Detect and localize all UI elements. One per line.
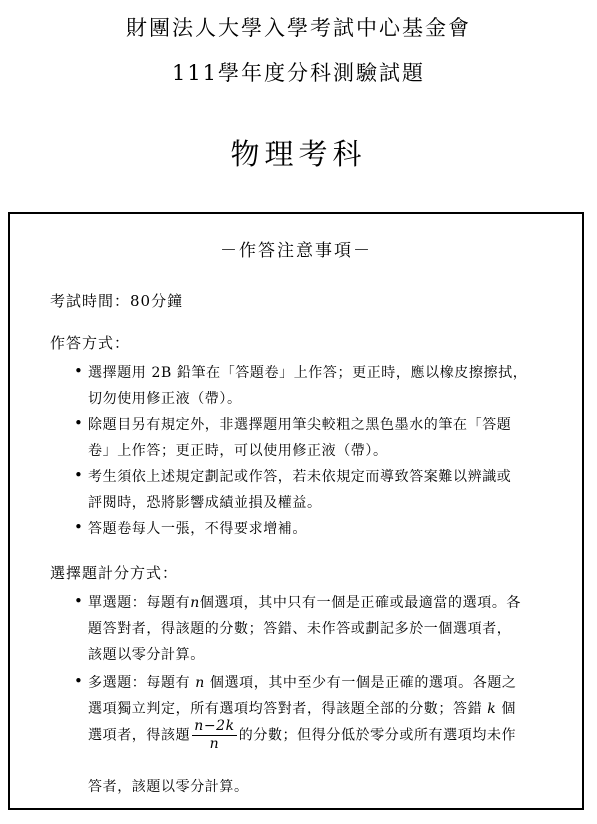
list-item-line: 切勿使用修正液（帶）。 — [88, 391, 242, 407]
list-item-line: 題答對者，得該題的分數；答錯、未作答或劃記多於一個選項者， — [88, 621, 512, 637]
list-item-line: 答者，該題以零分計算。 — [88, 779, 249, 795]
instructions-heading: －作答注意事項－ — [220, 241, 372, 261]
list-item-line: 選項者，得該題 $\frac{n-2k}{n}$ 的分數；但得分低於零分或所有選項均未作 — [88, 718, 517, 752]
exam-time: 考試時間：80分鐘 — [50, 292, 184, 310]
list-item-line: 多選題：每題有 n 個選項，其中至少有一個是正確的選項。各題之 — [88, 675, 517, 691]
list-item-line: 評閱時，恐將影響成績並損及權益。 — [88, 495, 322, 511]
list-item-line: 選項獨立判定，所有選項均答對者，得該題全部的分數；答錯 k 個 — [88, 701, 516, 717]
list-item-line: 選擇題用 2B 鉛筆在「答題卷」上作答；更正時，應以橡皮擦擦拭， — [88, 365, 528, 381]
list-item-line: 該題以零分計算。 — [88, 647, 205, 663]
bullet-icon: • — [74, 414, 83, 432]
list-item-line: 考生須依上述規定劃記或作答，若未依規定而導致答案難以辨識或 — [88, 469, 512, 485]
list-item-line: 答題卷每人一張，不得要求增補。 — [88, 521, 307, 537]
subject-title: 物理考科 — [230, 137, 367, 171]
fraction: $\frac{n-2k}{n}$ — [194, 718, 235, 752]
bullet-icon: • — [74, 518, 83, 536]
list-item-line: 卷」上作答；更正時，可以使用修正液（帶）。 — [88, 443, 388, 459]
bullet-icon: • — [74, 672, 83, 690]
answer-method-label: 作答方式： — [50, 334, 131, 352]
scoring-method-label: 選擇題計分方式： — [50, 564, 179, 582]
bullet-icon: • — [74, 362, 83, 380]
organization-title: 財團法人大學入學考試中心基金會 — [126, 16, 471, 40]
bullet-icon: • — [74, 466, 83, 484]
bullet-icon: • — [74, 592, 83, 610]
instructions-box — [8, 212, 584, 810]
list-item-line: 單選題：每題有n個選項，其中只有一個是正確或最適當的選項。各 — [88, 595, 522, 611]
list-item-line: 除題目另有規定外，非選擇題用筆尖較粗之黑色墨水的筆在「答題 — [88, 417, 512, 433]
exam-title: 111學年度分科測驗試題 — [171, 61, 426, 85]
